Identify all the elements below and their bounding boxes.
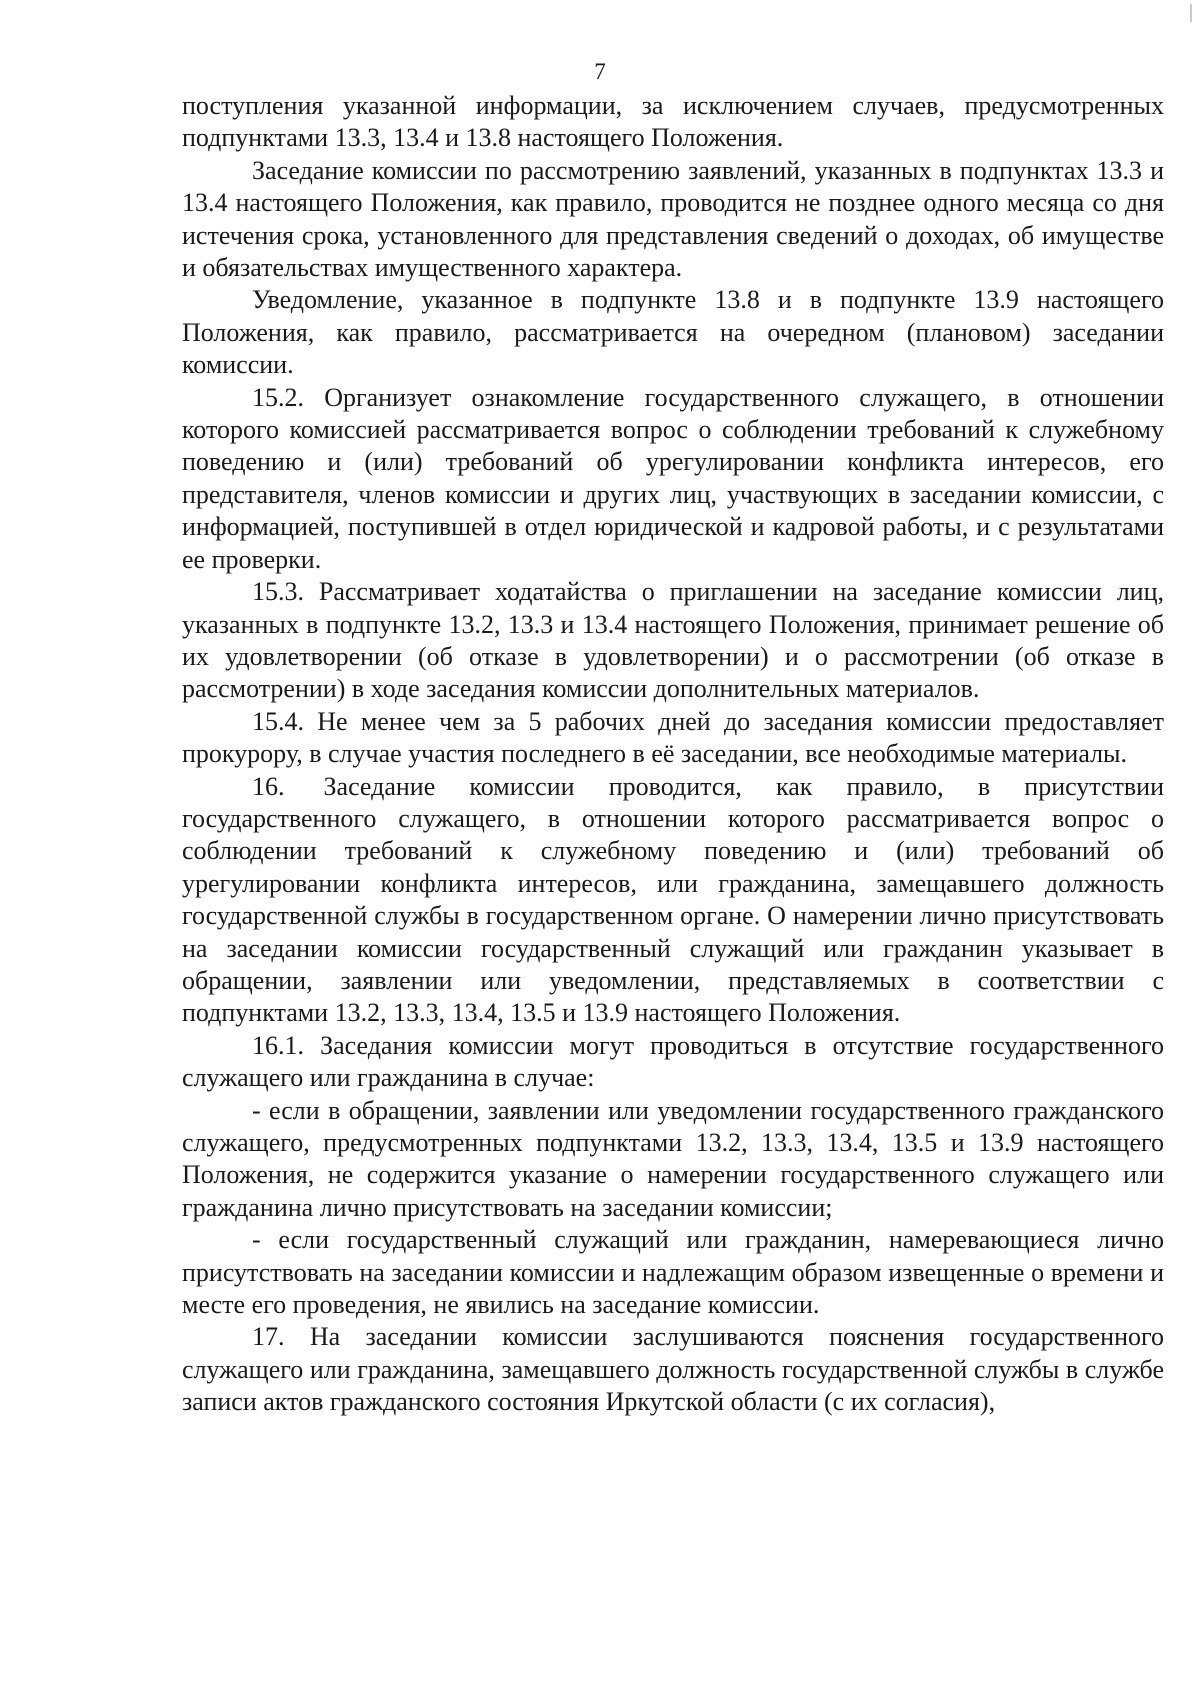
paragraph-16-1-item-1: - если в обращении, заявлении или уведомлении государственного гражданского служащего, предусмотренных подпунктами 13.2, 13.3, 13.4, 13.5 и 13.9 настоящего Положения, не содержится указание о намерении государственного служащего или гражданина лично присутствовать на заседании комиссии; — [182, 1095, 1164, 1222]
document-body — [182, 90, 1164, 1419]
paragraph-16-1-item-2: - если государственный служащий или гражданин, намеревающиеся лично присутствовать на заседании комиссии и надлежащим образом извещенные о времени и месте его проведения, не явились на заседание комиссии. — [182, 1225, 1164, 1320]
paragraph-17: 17. На заседании комиссии заслушиваются пояснения государственного служащего или гражданина, замещавшего должность государственной службы в службе записи актов гражданского состояния Иркутской области (с их согласия), — [182, 1322, 1164, 1417]
scan-edge-mark — [1190, 4, 1192, 22]
paragraph-16-1: 16.1. Заседания комиссии могут проводиться в отсутствие государственного служащего или гражданина в случае: — [182, 1030, 1164, 1093]
paragraph-15-4: 15.4. Не менее чем за 5 рабочих дней до заседания комиссии предоставляет прокурору, в случае участия последнего в её заседании, все необходимые материалы. — [182, 706, 1164, 769]
page-number: 7 — [594, 59, 606, 84]
paragraph-continuation: поступления указанной информации, за исключением случаев, предусмотренных подпунктами 13.3, 13.4 и 13.8 настоящего Положения. — [182, 91, 1164, 153]
paragraph-15-2: 15.2. Организует ознакомление государственного служащего, в отношении которого комиссией рассматривается вопрос о соблюдении требований к служебному поведению и (или) требований об урегулировании конфликта интересов, его представителя, членов комиссии и других лиц, участвующих в заседании комиссии, с информацией, поступившей в отдел юридической и кадровой работы, и с результатами ее проверки. — [182, 382, 1164, 574]
paragraph-16: 16. Заседание комиссии проводится, как правило, в присутствии государственного служащего, в отношении которого рассматривается вопрос о соблюдении требований к служебному поведению и (или) требований об урегулировании конфликта интересов, или гражданина, замещавшего должность государственной службы в государственном органе. О намерении лично присутствовать на заседании комиссии государственный служащий или гражданин указывает в обращении, заявлении или уведомлении, представляемых в соответствии с подпунктами 13.2, 13.3, 13.4, 13.5 и 13.9 настоящего Положения. — [182, 771, 1164, 1028]
paragraph-notification: Уведомление, указанное в подпункте 13.8 и в подпункте 13.9 настоящего Положения, как правило, рассматривается на очередном (плановом) заседании комиссии. — [182, 285, 1164, 380]
paragraph-15-3: 15.3. Рассматривает ходатайства о приглашении на заседание комиссии лиц, указанных в подпункте 13.2, 13.3 и 13.4 настоящего Положения, принимает решение об их удовлетворении (об отказе в удовлетворении) и о рассмотрении (об отказе в рассмотрении) в ходе заседания комиссии дополнительных материалов. — [182, 577, 1164, 704]
paragraph-meeting-deadline: Заседание комиссии по рассмотрению заявлений, указанных в подпунктах 13.3 и 13.4 настоящего Положения, как правило, проводится не позднее одного месяца со дня истечения срока, установленного для представления сведений о доходах, об имуществе и обязательствах имущественного характера. — [182, 155, 1164, 283]
